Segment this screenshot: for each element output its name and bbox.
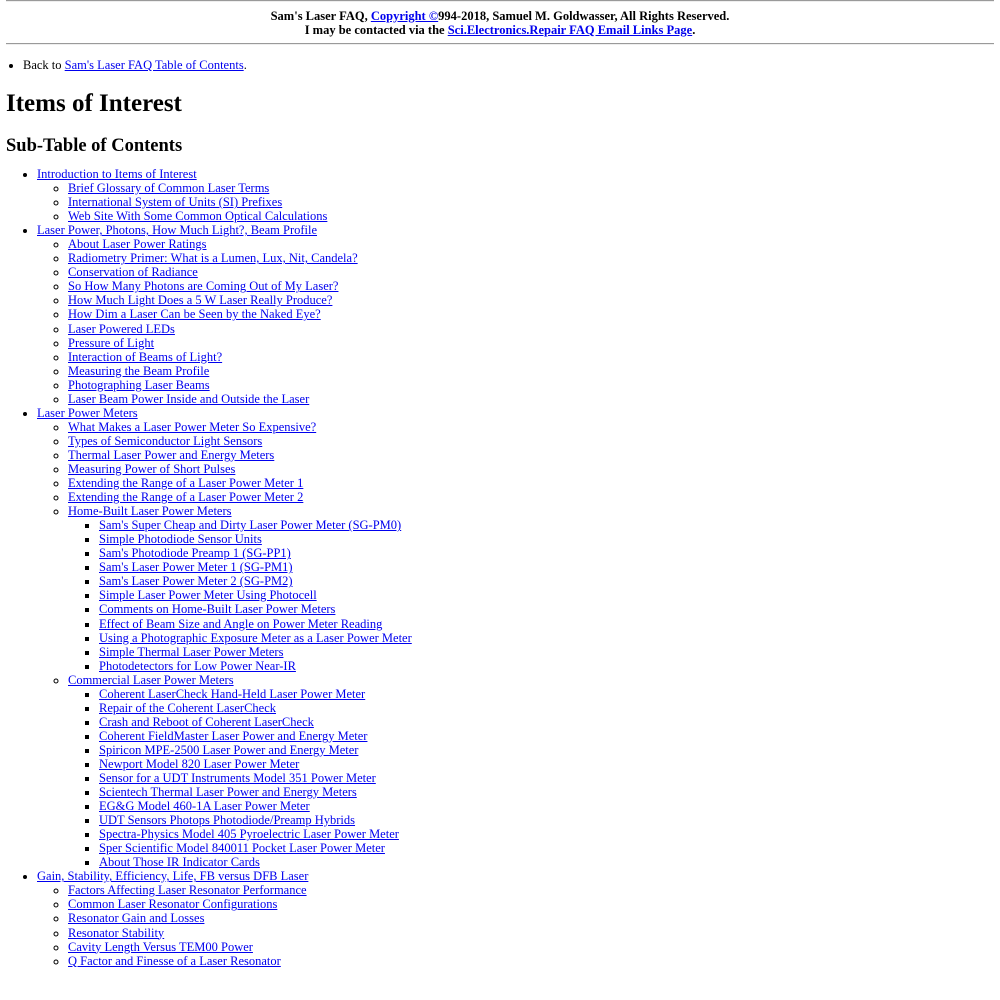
toc-item [99,729,994,743]
toc-item [68,251,994,265]
toc-item [68,364,994,378]
toc-item [68,462,994,476]
toc-link[interactable]: Measuring the Beam Profile [68,363,210,378]
toc-link[interactable]: Laser Beam Power Inside and Outside the Laser [68,391,310,406]
toc-link[interactable]: Coherent FieldMaster Laser Power and Energy Meter [99,728,368,743]
toc-link[interactable]: Sam's Super Cheap and Dirty Laser Power Meter (SG-PM0) [99,518,402,533]
toc-link[interactable]: Laser Powered LEDs [68,321,175,336]
toc-item [68,476,994,490]
toc-item [37,869,994,967]
toc-item [68,209,994,223]
toc-link[interactable]: Measuring Power of Short Pulses [68,461,236,476]
toc-sublist [37,883,994,967]
toc-item [68,926,994,940]
toc-link[interactable]: Spiricon MPE-2500 Laser Power and Energy Meter [99,742,359,757]
toc-link[interactable]: Brief Glossary of Common Laser Terms [68,181,270,196]
toc-item [99,617,994,631]
toc-link[interactable]: Introduction to Items of Interest [37,167,197,181]
toc-link[interactable]: What Makes a Laser Power Meter So Expensive? [68,419,317,434]
toc-item [68,673,994,870]
toc-item [99,701,994,715]
toc-link[interactable]: Photographing Laser Beams [68,377,210,392]
page-header [6,2,994,43]
toc-item [99,588,994,602]
toc-item [99,532,994,546]
header-divider [6,43,994,45]
toc-item [99,631,994,645]
toc-link[interactable]: Home-Built Laser Power Meters [68,504,232,519]
toc-item [99,546,994,560]
page-title: Items of Interest [6,90,182,117]
toc-item [68,293,994,307]
toc-link[interactable]: Photodetectors for Low Power Near-IR [99,658,296,673]
toc-item [68,237,994,251]
toc-link[interactable]: UDT Sensors Photops Photodiode/Preamp Hybrids [99,813,356,828]
toc-item [68,181,994,195]
toc-link[interactable]: Radiometry Primer: What is a Lumen, Lux, Nit, Candela? [68,251,358,266]
toc-item [68,490,994,504]
toc-item [99,560,994,574]
toc-item [68,279,994,293]
toc-item [99,799,994,813]
toc-item [68,954,994,968]
toc-link[interactable]: Extending the Range of a Laser Power Meter 2 [68,490,304,505]
toc-link[interactable]: About Laser Power Ratings [68,237,207,252]
toc-item [99,715,994,729]
toc-item [99,518,994,532]
toc-item [99,827,994,841]
toc-item [68,911,994,925]
back-prefix: Back to [23,58,65,72]
toc-section [6,869,994,967]
toc-item [68,420,994,434]
back-item [23,58,994,72]
toc-item [68,307,994,321]
toc-item [68,448,994,462]
toc-link[interactable]: Sper Scientific Model 840011 Pocket Laser Power Meter [99,841,385,856]
toc-item [68,897,994,911]
toc-link[interactable]: Spectra-Physics Model 405 Pyroelectric Laser Power Meter [99,827,399,842]
toc-link[interactable]: Common Laser Resonator Configurations [68,897,278,912]
toc-item [99,771,994,785]
toc-item [99,659,994,673]
toc-link[interactable]: EG&G Model 460-1A Laser Power Meter [99,799,310,814]
toc-link[interactable]: Resonator Stability [68,925,165,940]
toc-item [68,434,994,448]
sub-table-of-contents [6,167,994,968]
toc-item [68,350,994,364]
toc-link[interactable]: Crash and Reboot of Coherent LaserCheck [99,714,314,729]
toc-item [68,378,994,392]
toc-link[interactable]: Extending the Range of a Laser Power Meter 1 [68,476,304,491]
toc-item [68,265,994,279]
toc-item [37,167,994,223]
toc-link[interactable]: Q Factor and Finesse of a Laser Resonator [68,953,281,968]
toc-section [6,406,994,870]
toc-item [99,757,994,771]
toc-link[interactable]: Resonator Gain and Losses [68,911,205,926]
toc-link[interactable]: Factors Affecting Laser Resonator Performance [68,883,307,898]
contact-suffix: . [692,23,696,37]
copyright-suffix: 994-2018, Samuel M. Goldwasser, All Rights Reserved. [438,9,730,23]
toc-item [68,392,994,406]
toc-link[interactable]: Coherent LaserCheck Hand-Held Laser Power Meter [99,686,366,701]
toc-item [68,883,994,897]
back-suffix: . [243,58,247,72]
toc-sublist [37,237,994,406]
toc-link[interactable]: Interaction of Beams of Light? [68,349,223,364]
toc-item [99,743,994,757]
toc-link[interactable]: Pressure of Light [68,335,155,350]
toc-item [99,602,994,616]
toc-sublist [68,687,994,870]
toc-item [68,322,994,336]
toc-sublist [68,518,994,673]
back-to-toc-link[interactable]: Sam's Laser FAQ Table of Contents [64,58,244,72]
copyright-line [6,9,994,23]
toc-item [37,406,994,870]
toc-link[interactable]: Repair of the Coherent LaserCheck [99,700,277,715]
copyright-link[interactable]: Copyright © [370,9,439,23]
toc-item [99,645,994,659]
toc-item [99,855,994,869]
toc-link[interactable]: Newport Model 820 Laser Power Meter [99,756,300,771]
toc-link[interactable]: Web Site With Some Common Optical Calculations [68,209,328,224]
toc-section [6,223,994,406]
contact-link[interactable]: Sci.Electronics.Repair FAQ Email Links Page [447,23,693,37]
toc-link[interactable]: How Dim a Laser Can be Seen by the Naked Eye? [68,307,321,322]
toc-item [68,940,994,954]
copyright-prefix: Sam's Laser FAQ, [270,9,371,23]
toc-link[interactable]: Sam's Laser Power Meter 2 (SG-PM2) [99,574,293,589]
toc-item [68,504,994,673]
toc-link[interactable]: Types of Semiconductor Light Sensors [68,433,263,448]
toc-link[interactable]: Sam's Photodiode Preamp 1 (SG-PP1) [99,546,291,561]
toc-link[interactable]: Laser Power Meters [37,405,138,420]
toc-item [99,687,994,701]
toc-item [99,574,994,588]
toc-link[interactable]: Commercial Laser Power Meters [68,672,234,687]
toc-link[interactable]: Scientech Thermal Laser Power and Energy Meters [99,785,357,800]
toc-item [37,223,994,406]
toc-link[interactable]: International System of Units (SI) Prefixes [68,195,283,210]
sub-toc-heading: Sub-Table of Contents [6,136,183,156]
toc-item [68,195,994,209]
toc-link[interactable]: How Much Light Does a 5 W Laser Really Produce? [68,293,333,308]
toc-link[interactable]: About Those IR Indicator Cards [99,855,260,870]
toc-item [99,785,994,799]
toc-link[interactable]: Thermal Laser Power and Energy Meters [68,447,275,462]
toc-link[interactable]: Laser Power, Photons, How Much Light?, Beam Profile [37,223,318,238]
toc-sublist [37,181,994,223]
toc-link[interactable]: Conservation of Radiance [68,265,198,280]
toc-link[interactable]: Gain, Stability, Efficiency, Life, FB versus DFB Laser [37,869,309,884]
toc-link[interactable]: Sam's Laser Power Meter 1 (SG-PM1) [99,560,293,575]
toc-link[interactable]: Sensor for a UDT Instruments Model 351 Power Meter [99,771,376,786]
toc-link[interactable]: Cavity Length Versus TEM00 Power [68,939,253,954]
toc-link[interactable]: Simple Thermal Laser Power Meters [99,644,284,659]
toc-link[interactable]: So How Many Photons are Coming Out of My Laser? [68,279,339,294]
toc-link[interactable]: Effect of Beam Size and Angle on Power Meter Reading [99,616,383,631]
toc-link[interactable]: Comments on Home-Built Laser Power Meters [99,602,336,617]
contact-prefix: I may be contacted via the [304,23,448,37]
toc-item [99,841,994,855]
toc-sublist [37,420,994,870]
back-nav [6,58,994,72]
toc-link[interactable]: Simple Photodiode Sensor Units [99,532,262,547]
toc-item [68,336,994,350]
toc-item [99,813,994,827]
contact-line [6,23,994,37]
toc-section [6,167,994,223]
toc-link[interactable]: Using a Photographic Exposure Meter as a Laser Power Meter [99,630,412,645]
toc-link[interactable]: Simple Laser Power Meter Using Photocell [99,588,317,603]
